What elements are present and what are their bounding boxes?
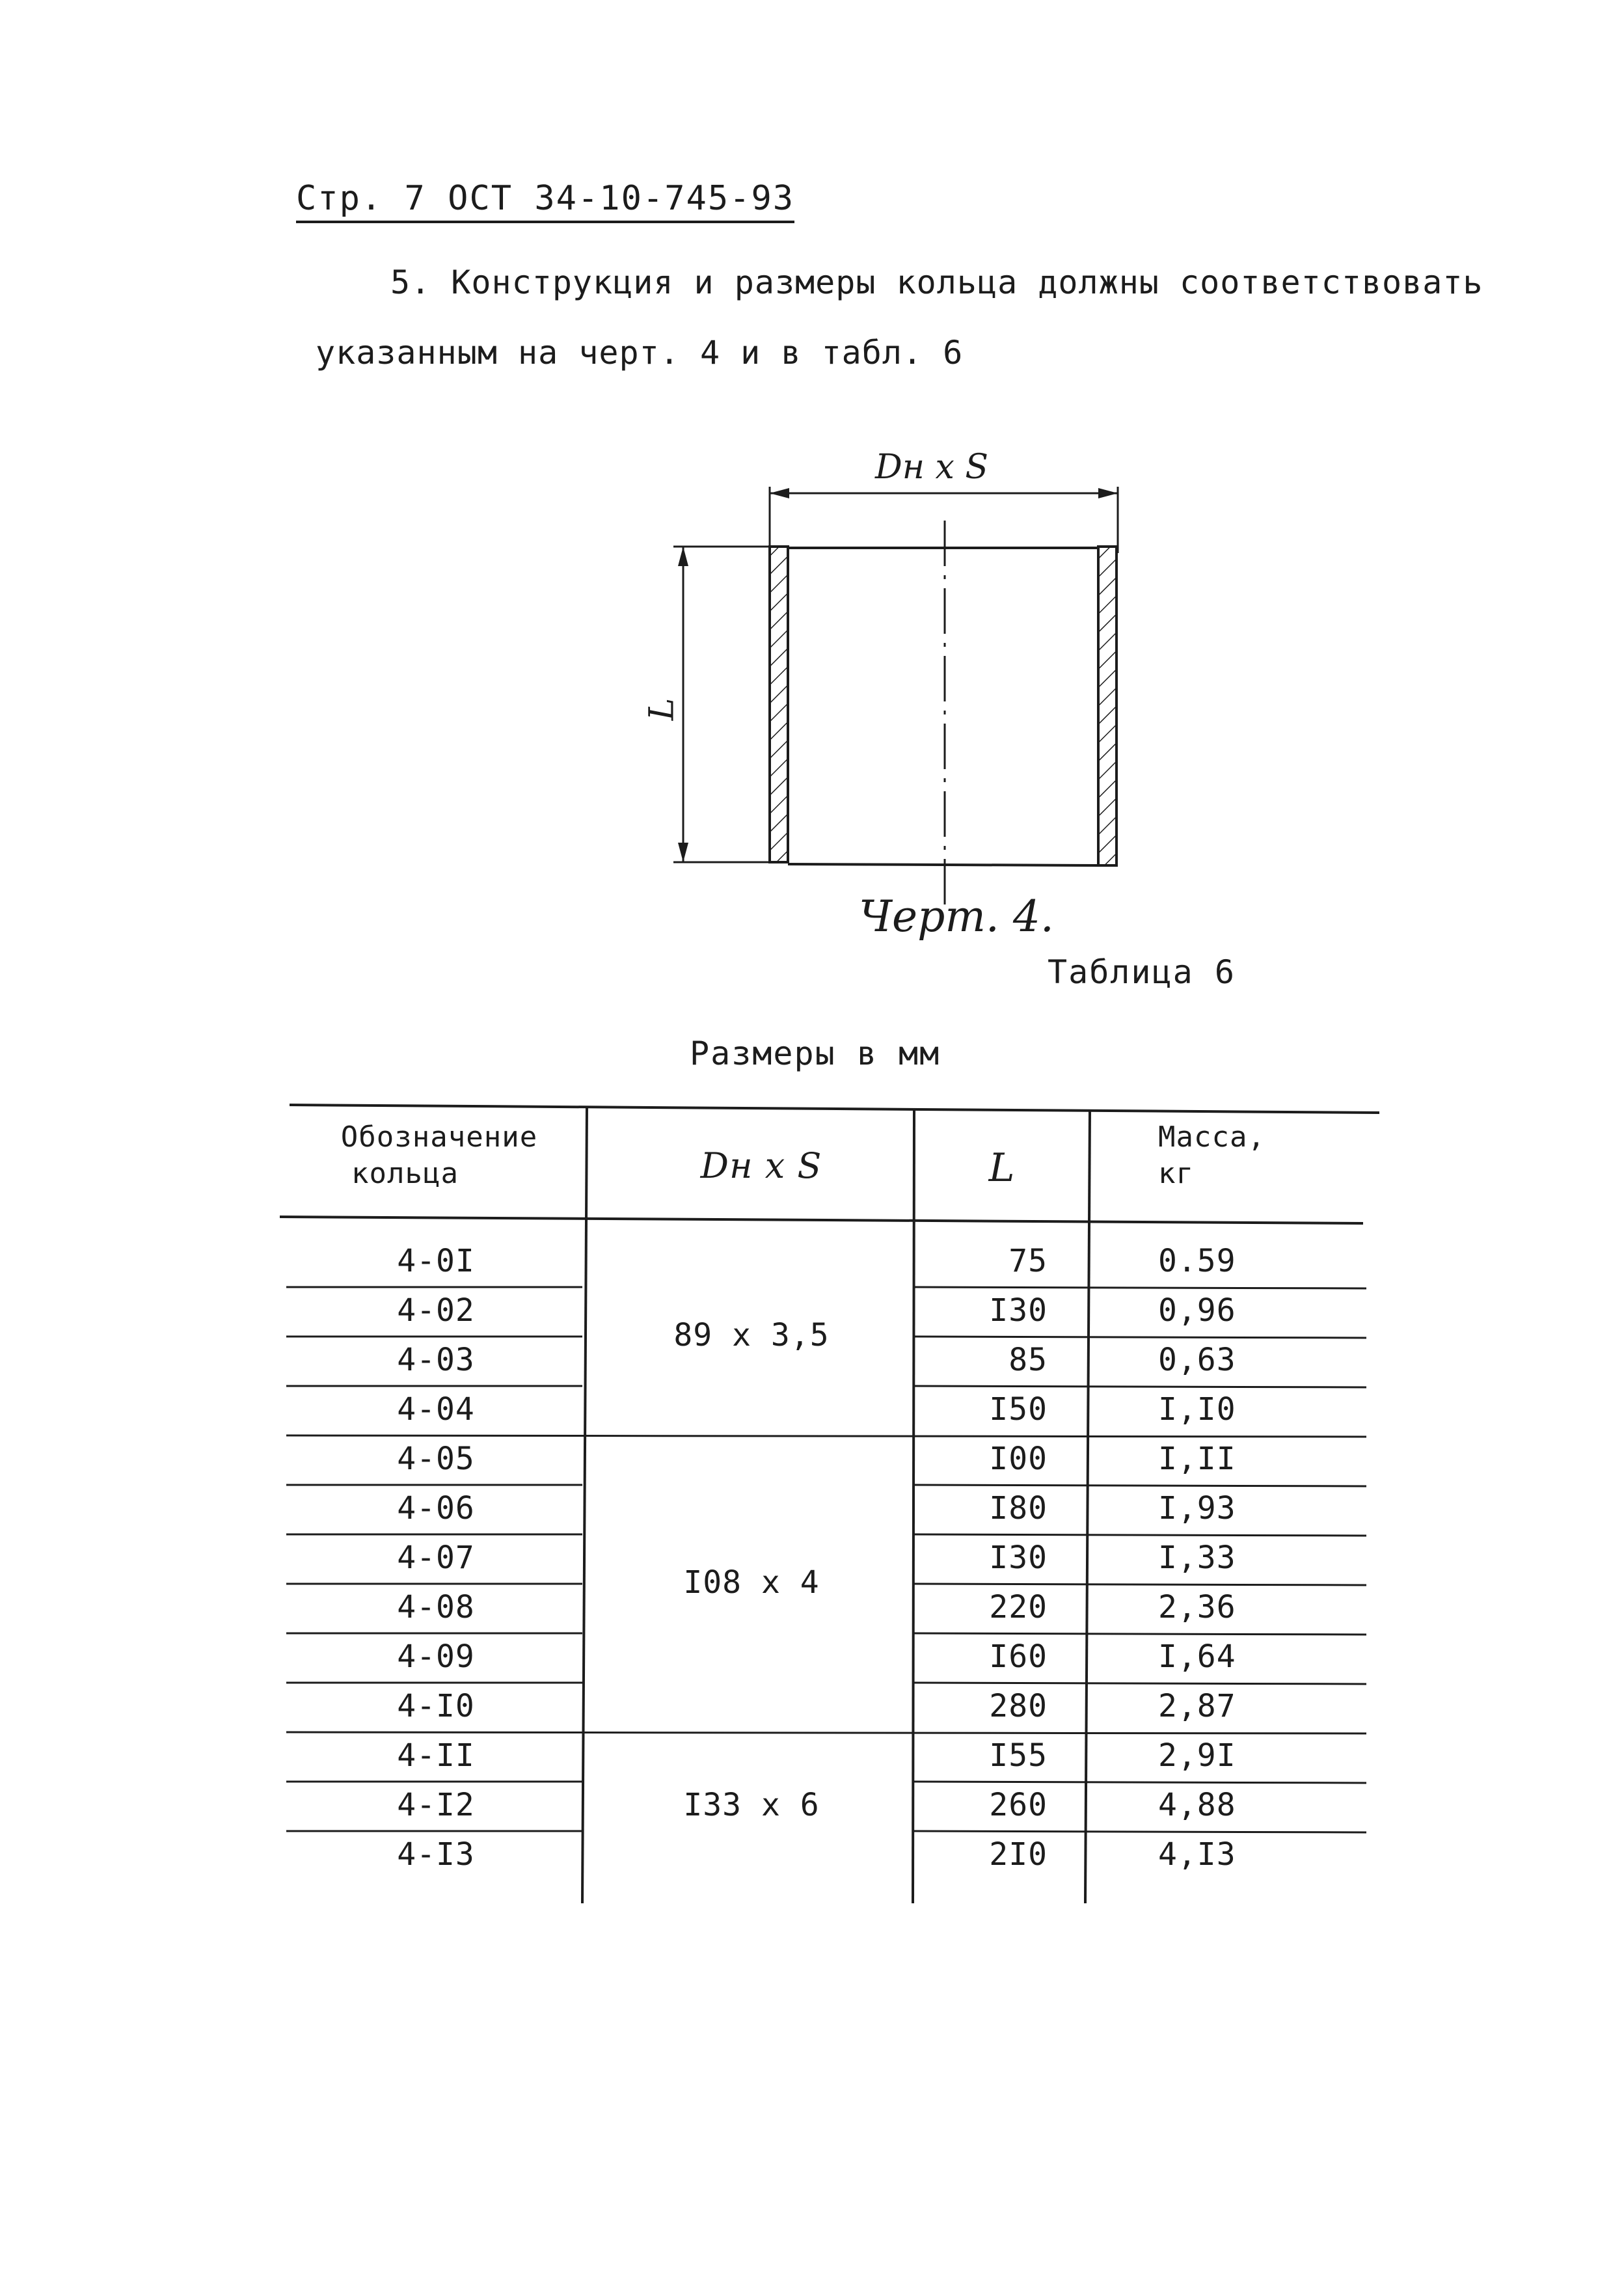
group-size: 89 x 3,5 — [673, 1317, 830, 1353]
row-length: I80 — [989, 1490, 1048, 1527]
header-designation — [306, 1119, 573, 1192]
header-mass — [1158, 1119, 1314, 1192]
paragraph-line-2: указанным на черт. 4 и в табл. 6 — [316, 334, 964, 372]
row-mass: 4,I3 — [1158, 1836, 1236, 1873]
col-sep-3 — [1085, 1110, 1090, 1903]
row-length: 85 — [1008, 1342, 1048, 1378]
row-rule-values — [914, 1386, 1366, 1387]
row-designation: 4-I2 — [397, 1787, 475, 1823]
drawing-caption: Черт. 4. — [859, 891, 1054, 942]
row-designation: 4-I3 — [397, 1836, 475, 1873]
row-rule-values — [914, 1831, 1366, 1832]
row-designation: 4-04 — [397, 1391, 475, 1428]
row-designation: 4-03 — [397, 1342, 475, 1378]
row-length: 260 — [989, 1787, 1048, 1823]
row-mass: 2,87 — [1158, 1688, 1236, 1724]
header-length: L — [988, 1145, 1016, 1191]
row-rule-values — [914, 1683, 1366, 1684]
dimension-label-diameter: Dн x S — [875, 448, 988, 487]
row-mass: 0.59 — [1158, 1243, 1236, 1279]
row-mass: I,64 — [1158, 1638, 1236, 1675]
row-rule-values — [914, 1287, 1366, 1288]
row-designation: 4-07 — [397, 1540, 475, 1576]
row-mass: I,II — [1158, 1441, 1236, 1477]
row-rule-values — [914, 1633, 1366, 1635]
row-length: I30 — [989, 1540, 1048, 1576]
col-sep-2 — [913, 1108, 914, 1903]
row-rule-values — [914, 1337, 1366, 1338]
group-rule — [286, 1732, 1366, 1733]
units-label: Размеры в мм — [690, 1035, 941, 1072]
row-designation: 4-06 — [397, 1490, 475, 1527]
table-top-rule — [290, 1105, 1379, 1113]
row-length: I00 — [989, 1441, 1048, 1477]
header-size: Dн x S — [700, 1145, 822, 1186]
row-length: 280 — [989, 1688, 1048, 1724]
row-rule-values — [914, 1584, 1366, 1585]
row-designation: 4-02 — [397, 1292, 475, 1329]
row-designation: 4-I0 — [397, 1688, 475, 1724]
group-size: I08 x 4 — [683, 1564, 820, 1601]
table-number: Таблица 6 — [1048, 953, 1236, 991]
row-length: I55 — [989, 1737, 1048, 1774]
header-designation-line2: кольца — [351, 1157, 459, 1190]
row-length: I50 — [989, 1391, 1048, 1428]
row-mass: I,93 — [1158, 1490, 1236, 1527]
header-designation-line1: Обозначение — [340, 1121, 538, 1154]
row-rule-values — [914, 1782, 1366, 1783]
dimension-label-length: L — [642, 698, 682, 721]
col-sep-1 — [582, 1106, 587, 1903]
row-length: I30 — [989, 1292, 1048, 1329]
row-designation: 4-II — [397, 1737, 475, 1774]
row-mass: 4,88 — [1158, 1787, 1236, 1823]
row-mass: I,I0 — [1158, 1391, 1236, 1428]
group-size: I33 x 6 — [683, 1787, 820, 1823]
row-designation: 4-09 — [397, 1638, 475, 1675]
row-designation: 4-0I — [397, 1243, 475, 1279]
header-mass-line2: кг — [1158, 1157, 1194, 1190]
row-mass: I,33 — [1158, 1540, 1236, 1576]
row-mass: 2,9I — [1158, 1737, 1236, 1774]
group-rule — [286, 1435, 1366, 1437]
row-length: 2I0 — [989, 1836, 1048, 1873]
row-length: 75 — [1008, 1243, 1048, 1279]
row-designation: 4-05 — [397, 1441, 475, 1477]
row-rule-values — [914, 1485, 1366, 1486]
row-mass: 2,36 — [1158, 1589, 1236, 1625]
row-mass: 0,96 — [1158, 1292, 1236, 1329]
header-mass-line1: Масса, — [1158, 1121, 1265, 1154]
row-designation: 4-08 — [397, 1589, 475, 1625]
row-length: I60 — [989, 1638, 1048, 1675]
table-header-rule — [280, 1217, 1363, 1223]
paragraph-line-1: 5. Конструкция и размеры кольца должны соответствовать — [390, 264, 1483, 301]
row-length: 220 — [989, 1589, 1048, 1625]
row-rule-values — [914, 1534, 1366, 1536]
page-header: Стр. 7 ОСТ 34-10-745-93 — [296, 179, 794, 223]
row-mass: 0,63 — [1158, 1342, 1236, 1378]
